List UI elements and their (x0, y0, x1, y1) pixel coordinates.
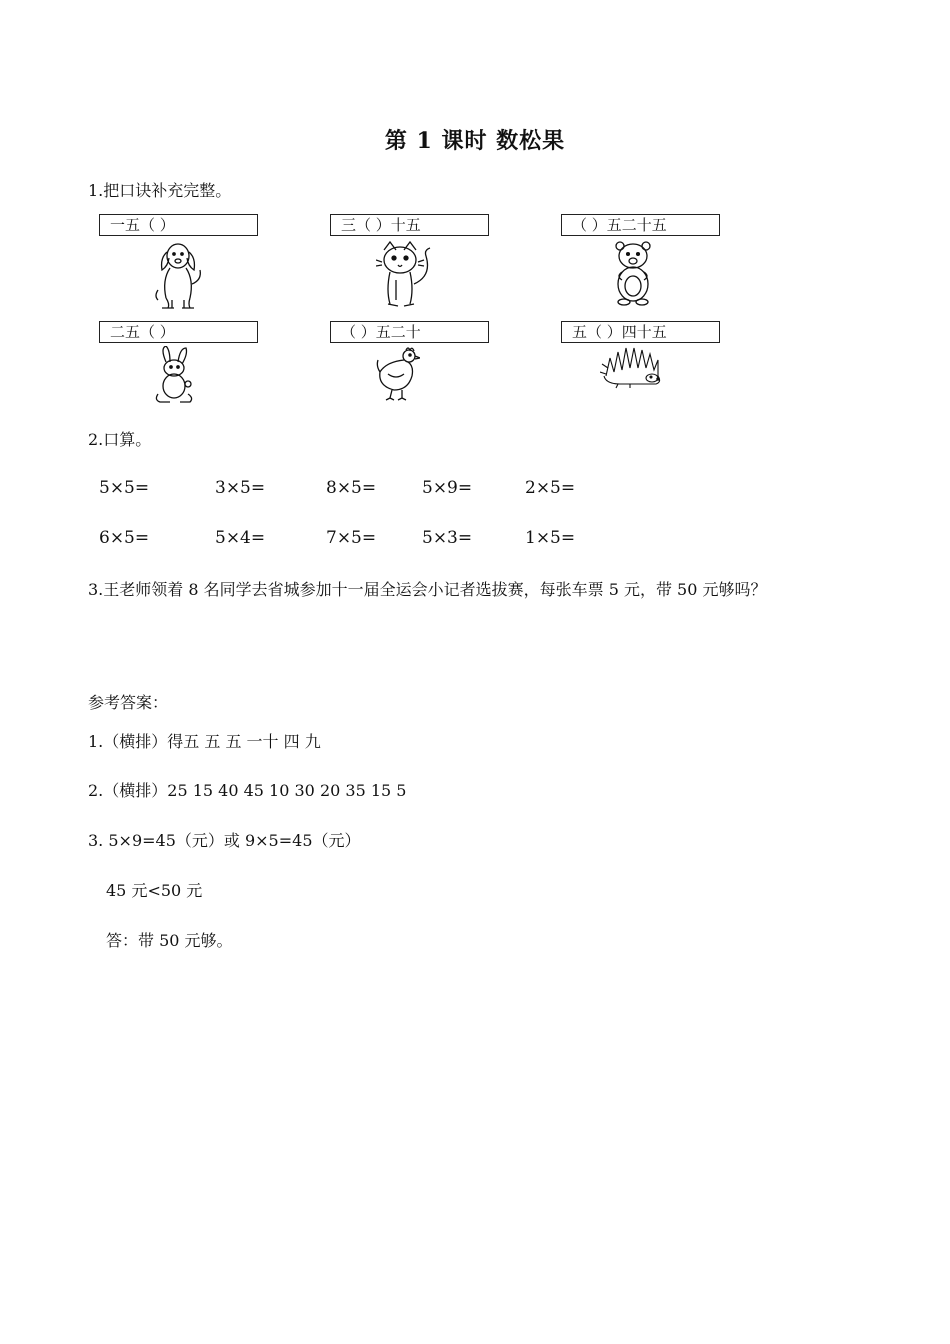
answer-3-line-1: 3. 5×9=45（元）或 9×5=45（元） (88, 831, 361, 850)
calc-item: 7×5= (326, 528, 377, 548)
answer-3-line-2: 45 元<50 元 (106, 881, 203, 900)
fill-box-5: （ ）五二十 (330, 321, 489, 343)
hen-illustration (376, 346, 420, 402)
calc-item: 5×9= (422, 478, 473, 498)
fill-box-3: （ ）五二十五 (561, 214, 720, 236)
hedgehog-illustration (600, 346, 664, 390)
page-title: 第 1 课时 数松果 (384, 128, 566, 154)
calc-item: 3×5= (215, 478, 266, 498)
calc-item: 5×3= (422, 528, 473, 548)
fill-box-1: 一五（ ） (99, 214, 258, 236)
calc-item: 8×5= (326, 478, 377, 498)
fill-box-4: 二五（ ） (99, 321, 258, 343)
answer-3-line-3: 答：带 50 元够。 (106, 931, 233, 950)
calc-item: 5×4= (215, 528, 266, 548)
fill-box-2: 三（ ）十五 (330, 214, 489, 236)
cat-illustration (376, 240, 436, 312)
bear-illustration (608, 240, 658, 308)
fill-box-6: 五（ ）四十五 (561, 321, 720, 343)
calc-item: 5×5= (99, 478, 150, 498)
dog-illustration (148, 240, 208, 312)
question-2-heading: 2.口算。 (88, 430, 152, 449)
calc-item: 1×5= (525, 528, 576, 548)
answer-2: 2.（横排）25 15 40 45 10 30 20 35 15 5 (88, 781, 407, 800)
question-3-text: 3.王老师领着 8 名同学去省城参加十一届全运会小记者选拔赛，每张车票 5 元，带 50 元够吗？ (88, 580, 767, 599)
answers-heading: 参考答案： (88, 693, 169, 712)
question-1-heading: 1.把口诀补充完整。 (88, 181, 232, 200)
calc-item: 6×5= (99, 528, 150, 548)
rabbit-illustration (152, 346, 196, 406)
answer-1: 1.（横排）得五 五 五 一十 四 九 (88, 732, 321, 751)
calc-item: 2×5= (525, 478, 576, 498)
